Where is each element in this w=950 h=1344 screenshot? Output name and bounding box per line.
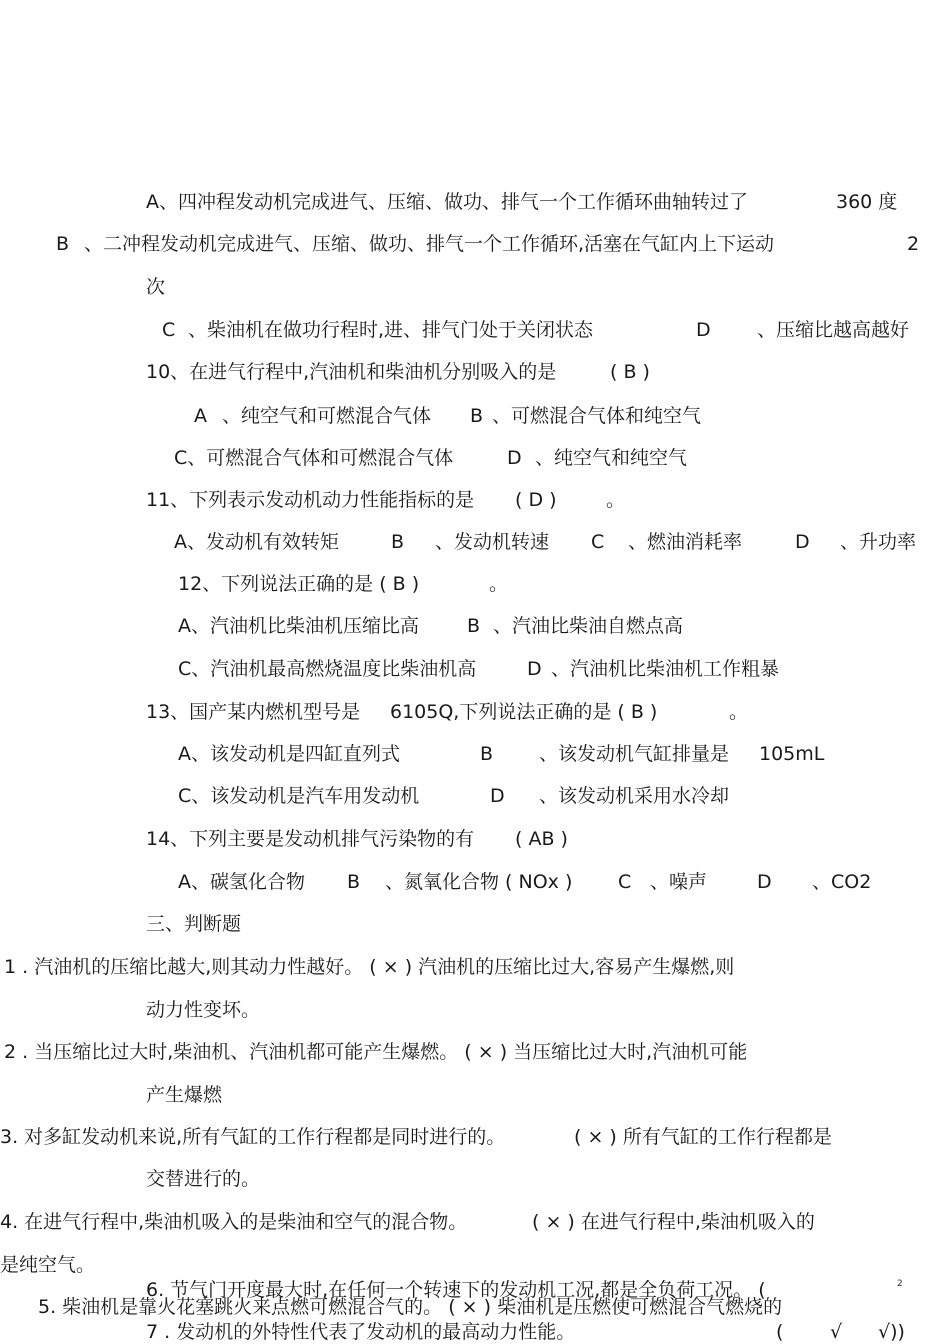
option-13b-letter: B	[480, 743, 494, 765]
question-10-answer: ( B )	[610, 361, 650, 383]
option-14b-letter: B	[347, 871, 361, 893]
option-14d-letter: D	[757, 871, 772, 893]
option-14b: 、氮氧化合物 ( NOx )	[385, 871, 573, 893]
option-9a-value: 360 度	[836, 191, 898, 213]
option-11a: A、发动机有效转矩	[174, 531, 339, 553]
option-14c-letter: C	[618, 871, 632, 893]
option-11c: 、燃油消耗率	[628, 531, 743, 553]
option-14c: 、噪声	[650, 871, 708, 893]
question-12-end: 。	[489, 573, 509, 595]
option-10d-letter: D	[507, 447, 522, 469]
option-9b-value: 2	[907, 233, 920, 255]
option-12c: C、汽油机最高燃烧温度比柴油机高	[178, 658, 477, 680]
question-14-answer: ( AB )	[515, 828, 568, 850]
judge-1: 1 . 汽油机的压缩比越大,则其动力性越好。 ( × ) 汽油机的压缩比过大,容易产生爆燃,则	[4, 956, 735, 978]
judge-4-cont: 是纯空气。	[0, 1254, 96, 1276]
question-13: 13、国产某内燃机型号是	[146, 701, 361, 723]
question-13-cont: 6105Q,下列说法正确的是 ( B )	[390, 701, 658, 723]
option-11d: 、升功率	[840, 531, 917, 553]
option-13a: A、该发动机是四缸直列式	[178, 743, 400, 765]
option-11b: 、发动机转速	[435, 531, 550, 553]
option-10d: 、纯空气和纯空气	[535, 447, 688, 469]
option-9b-cont: 次	[146, 276, 166, 298]
option-13b-value: 105mL	[759, 743, 825, 765]
judge-7-paren: (	[776, 1321, 784, 1343]
judge-4: 4. 在进气行程中,柴油机吸入的是柴油和空气的混合物。	[0, 1211, 468, 1233]
option-11d-letter: D	[795, 531, 810, 553]
question-12: 12、下列说法正确的是 ( B )	[178, 573, 420, 595]
option-9d: 、压缩比越高越好	[757, 319, 910, 341]
option-9c-letter: C	[162, 319, 176, 341]
option-9b-letter: B	[56, 233, 70, 255]
question-11-end: 。	[606, 489, 626, 511]
option-9b: 、二冲程发动机完成进气、压缩、做功、排气一个工作循环,活塞在气缸内上下运动	[84, 233, 775, 255]
judge-3-answer: ( × ) 所有气缸的工作行程都是	[574, 1126, 832, 1148]
option-10c: C、可燃混合气体和可燃混合气体	[174, 447, 454, 469]
option-9a: A、四冲程发动机完成进气、压缩、做功、排气一个工作循环曲轴转过了	[146, 191, 748, 213]
option-14a: A、碳氢化合物	[178, 871, 305, 893]
option-9c: 、柴油机在做功行程时,进、排气门处于关闭状态	[188, 319, 594, 341]
question-10: 10、在进气行程中,汽油机和柴油机分别吸入的是	[146, 361, 557, 383]
option-10b-letter: B	[470, 405, 484, 427]
option-13d-letter: D	[490, 785, 505, 807]
judge-5: 5. 柴油机是靠火花塞跳火来点燃可燃混合气的。 ( × ) 柴油机是压燃使可燃混合气燃烧的	[38, 1296, 783, 1318]
question-14: 14、下列主要是发动机排气污染物的有	[146, 828, 475, 850]
option-11c-letter: C	[591, 531, 605, 553]
option-13d: 、该发动机采用水冷却	[539, 785, 730, 807]
judge-3-cont: 交替进行的。	[146, 1168, 261, 1190]
option-12d-letter: D	[527, 658, 542, 680]
judge-2-cont: 产生爆燃	[146, 1084, 223, 1106]
judge-1-cont: 动力性变坏。	[146, 999, 261, 1021]
section-heading: 三、判断题	[146, 913, 242, 935]
judge-4-answer: ( × ) 在进气行程中,柴油机吸入的	[532, 1211, 815, 1233]
option-12a: A、汽油机比柴油机压缩比高	[178, 615, 419, 637]
page-number: 2	[897, 1279, 903, 1289]
option-14d: 、CO2	[812, 871, 872, 893]
option-12b: 、汽油比柴油自燃点高	[493, 615, 684, 637]
judge-3: 3. 对多缸发动机来说,所有气缸的工作行程都是同时进行的。	[0, 1126, 506, 1148]
judge-7: 7 . 发动机的外特性代表了发动机的最高动力性能。	[146, 1321, 576, 1343]
judge-6: 6. 节气门开度最大时,在任何一个转速下的发动机工况,都是全负荷工况。 (	[146, 1279, 766, 1301]
option-10a-letter: A	[194, 405, 207, 427]
option-12d: 、汽油机比柴油机工作粗暴	[551, 658, 780, 680]
option-10a: 、纯空气和可燃混合气体	[222, 405, 432, 427]
question-11: 11、下列表示发动机动力性能指标的是	[146, 489, 475, 511]
option-12b-letter: B	[467, 615, 481, 637]
judge-2: 2 . 当压缩比过大时,柴油机、汽油机都可能产生爆燃。 ( × ) 当压缩比过大时,汽油机可能	[4, 1041, 748, 1063]
judge-7-answer: √))	[878, 1321, 905, 1343]
judge-7-check: √	[830, 1321, 843, 1343]
option-11b-letter: B	[391, 531, 405, 553]
option-13b: 、该发动机气缸排量是	[539, 743, 730, 765]
option-10b: 、可燃混合气体和纯空气	[492, 405, 702, 427]
option-13c: C、该发动机是汽车用发动机	[178, 785, 420, 807]
question-11-answer: ( D )	[515, 489, 557, 511]
option-9d-letter: D	[696, 319, 711, 341]
question-13-end: 。	[729, 701, 749, 723]
